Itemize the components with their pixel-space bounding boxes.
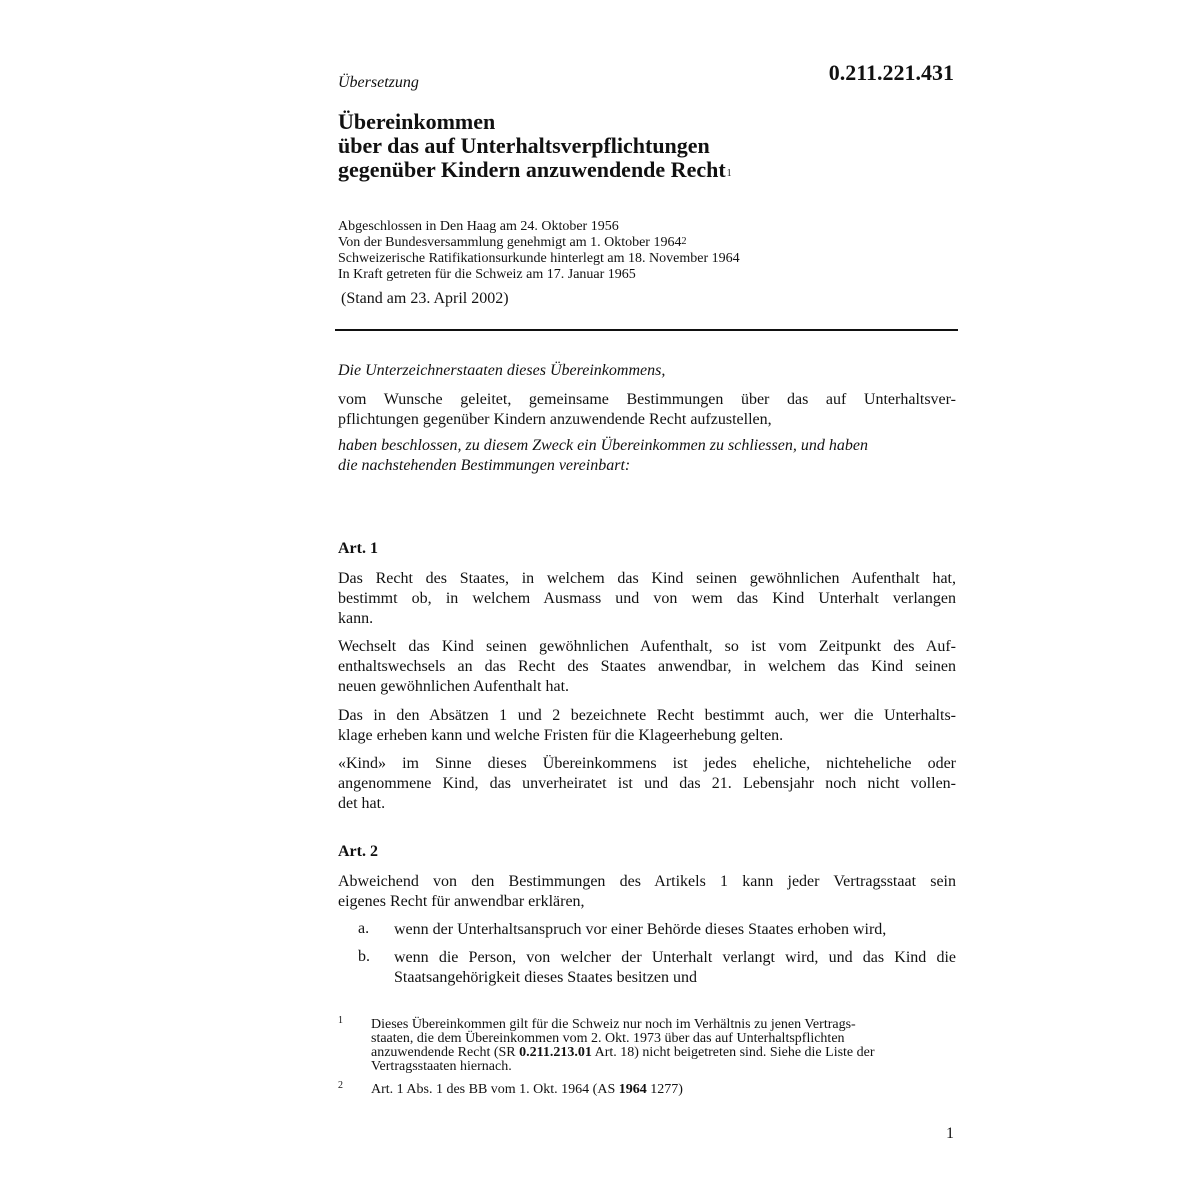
text-line: Abweichend von den Bestimmungen des Artikels 1 kann jeder Vertragsstaat sein bbox=[338, 873, 956, 890]
preamble-paragraph-1 bbox=[338, 390, 956, 430]
text-line: haben beschlossen, zu diesem Zweck ein Übereinkommen zu schliessen, und haben bbox=[338, 437, 868, 454]
preamble-intro-text: Die Unterzeichnerstaaten dieses Übereinkommens, bbox=[338, 362, 666, 379]
article-1-paragraph-4 bbox=[338, 754, 956, 814]
text-line: staaten, die dem Übereinkommen vom 2. Okt. 1973 über das auf Unterhaltspflichten bbox=[371, 1031, 845, 1046]
text-line: kann. bbox=[338, 610, 374, 627]
footnote-text bbox=[371, 1018, 956, 1074]
text-line: wenn die Person, von welcher der Unterhalt verlangt wird, und das Kind die bbox=[394, 949, 956, 966]
article-1-paragraph-2 bbox=[338, 637, 956, 697]
text-line: wenn der Unterhaltsanspruch vor einer Behörde dieses Staates erhoben wird, bbox=[394, 921, 887, 938]
article-1-paragraph-3 bbox=[338, 706, 956, 746]
document-title bbox=[338, 110, 732, 182]
footnote-text bbox=[371, 1083, 956, 1097]
text-line: Das Recht des Staates, in welchem das Kind seinen gewöhnlichen Aufenthalt hat, bbox=[338, 570, 956, 587]
text-line: pflichtungen gegenüber Kindern anzuwendende Recht aufzustellen, bbox=[338, 411, 772, 428]
text-fragment: 1277) bbox=[646, 1082, 683, 1097]
article-1-heading: Art. 1 bbox=[338, 540, 378, 557]
text-line: Staatsangehörigkeit dieses Staates besitzen und bbox=[394, 969, 698, 986]
text-line: det hat. bbox=[338, 795, 386, 812]
footnote-number: 2 bbox=[338, 1080, 343, 1091]
list-item-label: a. bbox=[358, 920, 370, 937]
as-year-reference[interactable]: 1964 bbox=[618, 1082, 647, 1097]
document-meta bbox=[338, 219, 740, 283]
footnote-2 bbox=[338, 1080, 956, 1099]
text-line: angenommene Kind, das unverheiratet ist und das 21. Lebensjahr noch nicht vollen- bbox=[338, 775, 956, 792]
meta-approved bbox=[338, 235, 740, 251]
list-item-text bbox=[394, 920, 956, 940]
article-2-paragraph-1 bbox=[338, 872, 956, 912]
text-line: vom Wunsche geleitet, gemeinsame Bestimmungen über das auf Unterhaltsver- bbox=[338, 391, 956, 408]
sr-reference-link[interactable]: 0.211.213.01 bbox=[519, 1045, 592, 1060]
article-1-paragraph-1 bbox=[338, 569, 956, 629]
text-line: klage erheben kann und welche Fristen für die Klageerhebung gelten. bbox=[338, 727, 784, 744]
list-item-label: b. bbox=[358, 948, 370, 965]
text-line: Vertragsstaaten hiernach. bbox=[371, 1059, 512, 1074]
footnote-number: 1 bbox=[338, 1015, 343, 1026]
meta-approved-text: Von der Bundesversammlung genehmigt am 1. Oktober 1964 bbox=[338, 235, 682, 250]
text-fragment: Art. 18) nicht beigetreten sind. Siehe die Liste der bbox=[591, 1045, 875, 1060]
text-line: enthaltswechsels an das Recht des Staates anwendbar, in welchem das Kind seinen bbox=[338, 658, 956, 675]
preamble-paragraph-2 bbox=[338, 436, 956, 476]
text-line: eigenes Recht für anwendbar erklären, bbox=[338, 893, 585, 910]
status-date: (Stand am 23. April 2002) bbox=[341, 290, 509, 307]
text-fragment: Art. 1 Abs. 1 des BB vom 1. Okt. 1964 (AS bbox=[371, 1082, 619, 1097]
text-line: Dieses Übereinkommen gilt für die Schweiz nur noch im Verhältnis zu jenen Vertrags- bbox=[371, 1017, 856, 1032]
text-line: die nachstehenden Bestimmungen vereinbart: bbox=[338, 457, 631, 474]
preamble-intro bbox=[338, 361, 956, 381]
header-divider bbox=[335, 329, 958, 331]
document-subtitle: Übersetzung bbox=[338, 74, 419, 91]
list-item-text bbox=[394, 948, 956, 988]
text-line: «Kind» im Sinne dieses Übereinkommens ist jedes eheliche, nichteheliche oder bbox=[338, 755, 956, 772]
text-fragment: anzuwendende Recht (SR bbox=[371, 1045, 520, 1060]
text-line bbox=[371, 1046, 956, 1060]
article-2-heading: Art. 2 bbox=[338, 843, 378, 860]
title-line-1: Übereinkommen bbox=[338, 109, 496, 134]
text-line: Wechselt das Kind seinen gewöhnlichen Aufenthalt, so ist vom Zeitpunkt des Auf- bbox=[338, 638, 956, 655]
page-number: 1 bbox=[946, 1125, 954, 1142]
text-line: bestimmt ob, in welchem Ausmass und von wem das Kind Unterhalt verlangen bbox=[338, 590, 956, 607]
text-line bbox=[371, 1083, 956, 1097]
meta-in-force: In Kraft getreten für die Schweiz am 17. Januar 1965 bbox=[338, 267, 636, 282]
meta-concluded: Abgeschlossen in Den Haag am 24. Oktober 1956 bbox=[338, 219, 619, 234]
footnote-1 bbox=[338, 1015, 956, 1078]
footnote-ref-2[interactable]: 2 bbox=[681, 236, 687, 247]
text-line: Das in den Absätzen 1 und 2 bezeichnete Recht bestimmt auch, wer die Unterhalts- bbox=[338, 707, 956, 724]
text-line: neuen gewöhnlichen Aufenthalt hat. bbox=[338, 678, 570, 695]
title-line-3 bbox=[338, 158, 732, 182]
title-line-2: über das auf Unterhaltsverpflichtungen bbox=[338, 133, 710, 158]
footnote-ref-1[interactable]: 1 bbox=[726, 168, 732, 179]
title-line-3-text: gegenüber Kindern anzuwendende Recht bbox=[338, 157, 726, 182]
meta-ratification: Schweizerische Ratifikationsurkunde hinterlegt am 18. November 1964 bbox=[338, 251, 740, 266]
sr-number: 0.211.221.431 bbox=[828, 60, 954, 85]
